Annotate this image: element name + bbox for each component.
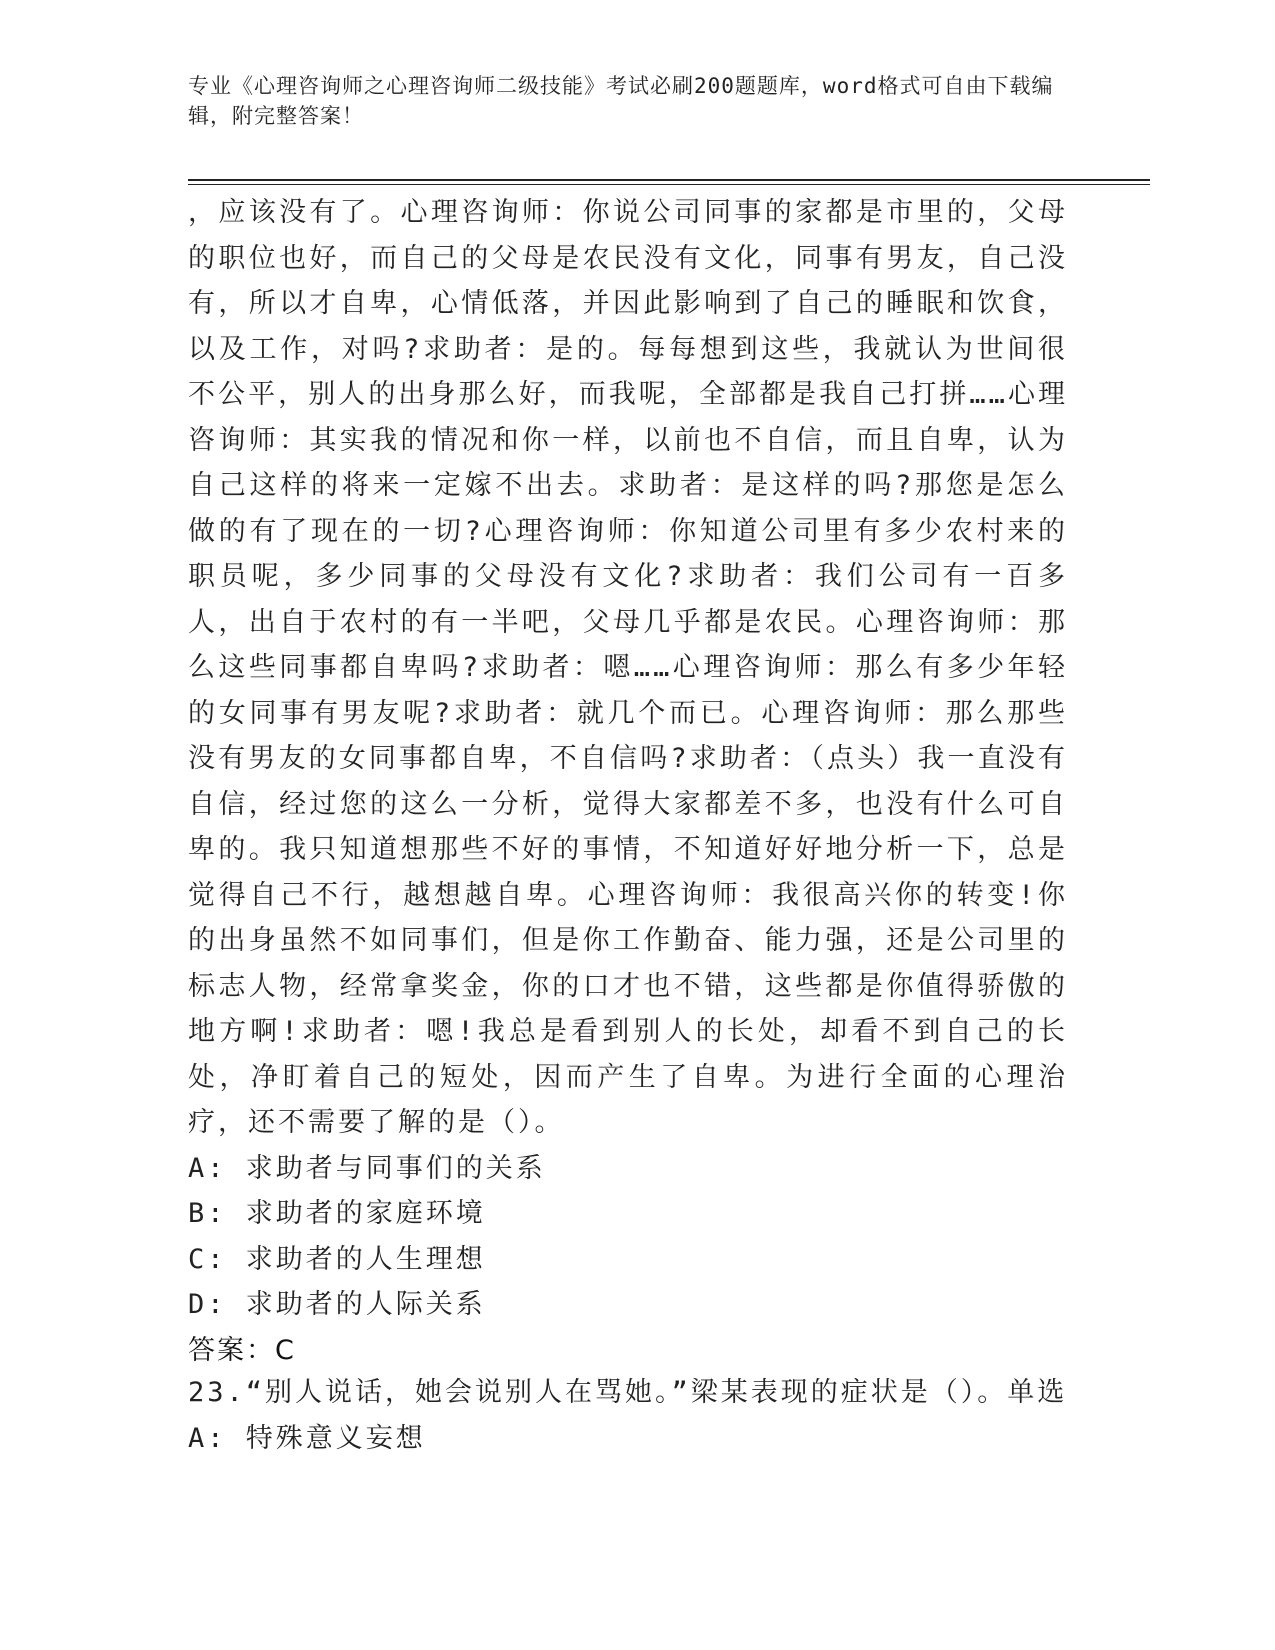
header-divider: [188, 179, 1150, 181]
header-divider-thin: [188, 184, 1150, 185]
question-23-block: [188, 1370, 1068, 1461]
header-title: 专业《心理咨询师之心理咨询师二级技能》考试必刷200题题库，word格式可自由下载编辑，附完整答案！: [188, 74, 1054, 128]
option-c: C: 求助者的人生理想: [188, 1243, 486, 1275]
option-d: D: 求助者的人际关系: [188, 1289, 486, 1320]
option-a: A: 特殊意义妄想: [188, 1422, 426, 1454]
page-header: [188, 71, 1068, 131]
question-stem: 23.“别人说话，她会说别人在骂她。”梁某表现的症状是（）。单选: [188, 1377, 1068, 1408]
option-b: B: 求助者的家庭环境: [188, 1198, 486, 1229]
answer-line: 答案：C: [188, 1334, 296, 1366]
question-22-block: [188, 190, 1068, 1373]
option-a: A: 求助者与同事们的关系: [188, 1152, 546, 1184]
question-stem: ，应该没有了。心理咨询师：你说公司同事的家都是市里的，父母的职位也好，而自己的父母是农民没有文化，同事有男友，自己没有，所以才自卑，心情低落，并因此影响到了自己的睡眠和饮食，以及工作，对吗?求助者：是的。每每想到这些，我就认为世间很不公平，别人的出身那么好，而我呢，全部都是我自己打拼……心理咨询师：其实我的情况和你一样，以前也不自信，而且自卑，认为自己这样的将来一定嫁不出去。求助者：是这样的吗?那您是怎么做的有了现在的一切?心理咨询师：你知道公司里有多少农村来的职员呢，多少同事的父母没有文化?求助者：我们公司有一百多人，出自于农村的有一半吧，父母几乎都是农民。心理咨询师：那么这些同事都自卑吗?求助者：嗯……心理咨询师：那么有多少年轻的女同事有男友呢?求助者：就几个而已。心理咨询师：那么那些没有男友的女同事都自卑，不自信吗?求助者：（点头）我一直没有自信，经过您的这么一分析，觉得大家都差不多，也没有什么可自卑的。我只知道想那些不好的事情，不知道好好地分析一下，总是觉得自己不行，越想越自卑。心理咨询师：我很高兴你的转变!你的出身虽然不如同事们，但是你工作勤奋、能力强，还是公司里的标志人物，经常拿奖金，你的口才也不错，这些都是你值得骄傲的地方啊!求助者：嗯!我总是看到别人的长处，却看不到自己的长处，净盯着自己的短处，因而产生了自卑。为进行全面的心理治疗，还不需要了解的是（）。: [188, 197, 1068, 1138]
